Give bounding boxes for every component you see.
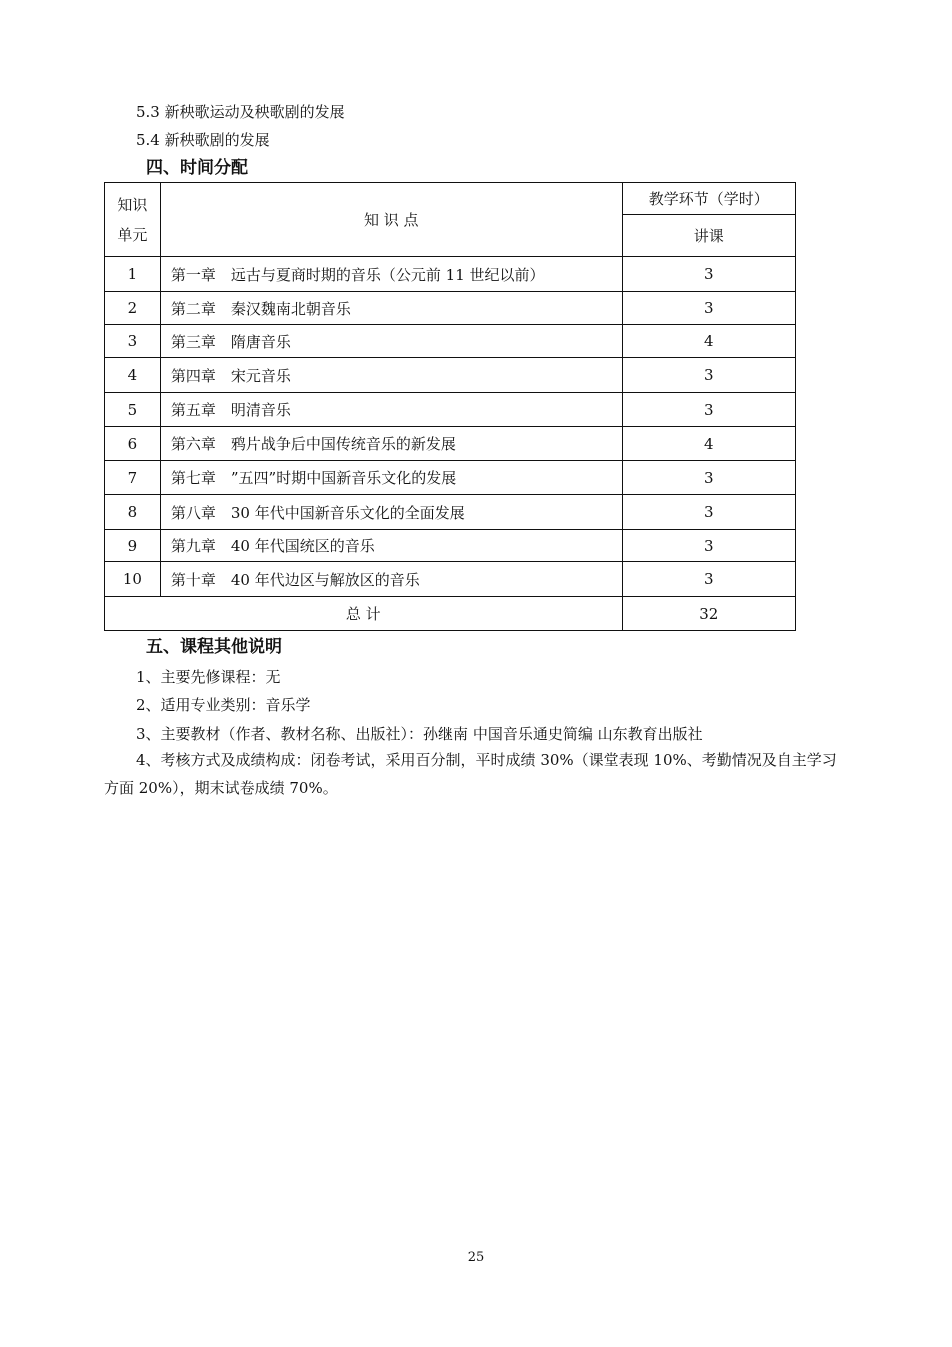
table-row [105, 461, 796, 495]
unit-cell: 1 [105, 257, 161, 292]
hours-cell: 3 [622, 562, 795, 597]
header-topic: 知 识 点 [160, 183, 622, 257]
note-assessment: 4、考核方式及成绩构成：闭卷考试，采用百分制，平时成绩 30%（课堂表现 10%、考勤情况及自主学习方面 20%），期末试卷成绩 70%。 [104, 751, 837, 797]
topic-cell: 第四章 宋元音乐 [160, 358, 622, 393]
unit-cell: 3 [105, 325, 161, 358]
table-row [105, 495, 796, 530]
unit-cell: 5 [105, 393, 161, 427]
topic-cell: 第一章 远古与夏商时期的音乐（公元前 11 世纪以前） [160, 257, 622, 292]
note-prerequisite: 1、主要先修课程：无 [136, 668, 281, 686]
unit-cell: 8 [105, 495, 161, 530]
unit-cell: 10 [105, 562, 161, 597]
header-hours-group: 教学环节（学时） [622, 183, 795, 215]
table-row [105, 530, 796, 562]
table-total-row [105, 597, 796, 631]
table-row [105, 562, 796, 597]
hours-cell: 3 [622, 461, 795, 495]
time-allocation-table [104, 182, 796, 631]
unit-cell: 9 [105, 530, 161, 562]
topic-cell: 第十章 40 年代边区与解放区的音乐 [160, 562, 622, 597]
topic-cell: 第九章 40 年代国统区的音乐 [160, 530, 622, 562]
section-heading-other-notes: 五、课程其他说明 [146, 637, 282, 657]
note-applicable-major: 2、适用专业类别：音乐学 [136, 696, 311, 714]
unit-cell: 7 [105, 461, 161, 495]
topic-cell: 第二章 秦汉魏南北朝音乐 [160, 292, 622, 325]
header-unit [105, 183, 161, 257]
total-hours: 32 [622, 597, 795, 631]
hours-cell: 3 [622, 495, 795, 530]
hours-cell: 3 [622, 257, 795, 292]
outline-item-5-4: 5.4 新秧歌剧的发展 [136, 131, 270, 149]
header-lecture: 讲课 [622, 215, 795, 257]
topic-cell: 第八章 30 年代中国新音乐文化的全面发展 [160, 495, 622, 530]
table-header-row [105, 183, 796, 215]
page-number: 25 [467, 1250, 485, 1265]
topic-cell: 第五章 明清音乐 [160, 393, 622, 427]
unit-cell: 6 [105, 427, 161, 461]
topic-cell: 第三章 隋唐音乐 [160, 325, 622, 358]
table-row [105, 358, 796, 393]
table-row [105, 292, 796, 325]
table-row [105, 427, 796, 461]
table-row [105, 393, 796, 427]
hours-cell: 3 [622, 292, 795, 325]
hours-cell: 3 [622, 393, 795, 427]
table-row [105, 257, 796, 292]
note-textbook: 3、主要教材（作者、教材名称、出版社）：孙继南 中国音乐通史简编 山东教育出版社 [136, 725, 703, 743]
hours-cell: 4 [622, 325, 795, 358]
outline-item-5-3: 5.3 新秧歌运动及秧歌剧的发展 [136, 103, 345, 121]
topic-cell: 第七章 ”五四”时期中国新音乐文化的发展 [160, 461, 622, 495]
topic-cell: 第六章 鸦片战争后中国传统音乐的新发展 [160, 427, 622, 461]
unit-cell: 4 [105, 358, 161, 393]
hours-cell: 4 [622, 427, 795, 461]
unit-cell: 2 [105, 292, 161, 325]
header-unit-label: 知识单元 [117, 195, 148, 244]
total-label: 总 计 [105, 597, 623, 631]
section-heading-time-allocation: 四、时间分配 [146, 158, 248, 178]
hours-cell: 3 [622, 358, 795, 393]
table-row [105, 325, 796, 358]
hours-cell: 3 [622, 530, 795, 562]
